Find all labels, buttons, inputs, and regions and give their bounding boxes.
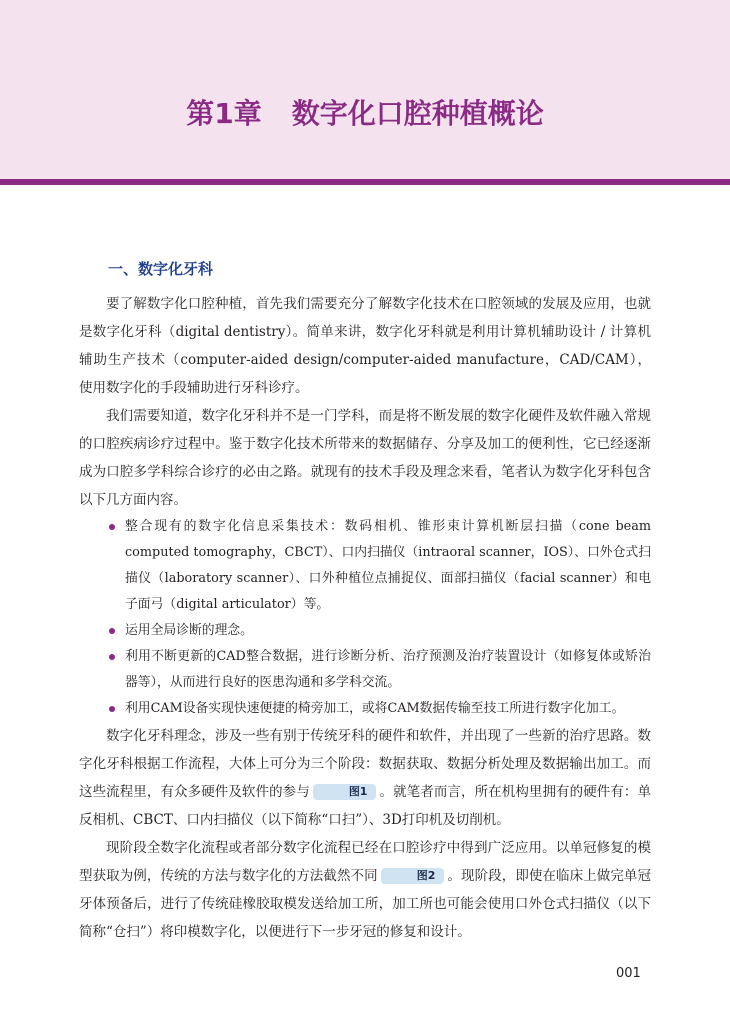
bullet-dot-icon [109,628,115,634]
bullet-dot-icon [109,706,115,712]
paragraph-4-text-after: 。现阶段，即使在临床上做完单冠牙体预备后，进行了传统硅橡胶取模发送给加工所，加工所也可能会使用口外仓式扫描仪（以下简称“仓扫”）将印模数字化，以便进行下一步牙冠的修复和设计。 [79,868,652,940]
paragraph-3-text-after: 。就笔者而言，所在机构里拥有的硬件有：单反相机、CBCT、口内扫描仪（以下简称“口扫”）、3D打印机及切削机。 [79,784,652,828]
paragraph-4 [79,834,651,946]
bullet-item [79,696,651,722]
bullet-item [79,618,651,644]
page-number: 001 [616,966,641,981]
body-text [79,290,651,946]
chapter-header-rule [0,179,730,185]
paragraph-4-text-before: 现阶段全数字化流程或者部分数字化流程已经在口腔诊疗中得到广泛应用。以单冠修复的模型获取为例，传统的方法与数字化的方法截然不同 [79,840,651,884]
paragraph-1: 要了解数字化口腔种植，首先我们需要充分了解数字化技术在口腔领域的发展及应用，也就是数字化牙科（digital dentistry）。简单来讲，数字化牙科就是利用计算机辅助设计 / 计算机辅助生产技术（computer-aided design/computer-aided manufacture，CAD/CAM），使用数字化的手段辅助进行牙科诊疗。 [79,296,651,396]
chapter-label: 第1章 [186,97,262,130]
bullet-text: 整合现有的数字化信息采集技术：数码相机、锥形束计算机断层扫描（cone beam computed tomography，CBCT）、口内扫描仪（intraoral scanner，IOS）、口外仓式扫描仪（laboratory scanner）、口外种植位点捕捉仪、面部扫描仪（facial scanner）和电子面弓（digital articulator）等。 [125,519,651,612]
chapter-title [0,92,730,132]
figure-reference-1[interactable]: 图1 [313,784,377,800]
chapter-header-band [0,0,730,179]
bullet-item [79,644,651,696]
bullet-dot-icon [109,524,115,530]
bullet-item [79,514,651,618]
figure-reference-2[interactable]: 图2 [381,868,445,884]
paragraph-3 [79,722,651,834]
bullet-list [79,514,651,722]
bullet-text: 利用不断更新的CAD整合数据，进行诊断分析、治疗预测及治疗装置设计（如修复体或矫治器等），从而进行良好的医患沟通和多学科交流。 [125,649,651,690]
chapter-title-text: 数字化口腔种植概论 [291,97,544,130]
bullet-text: 运用全局诊断的理念。 [125,623,253,638]
paragraph-3-text-before: 数字化牙科理念，涉及一些有别于传统牙科的硬件和软件，并出现了一些新的治疗思路。数字化牙科根据工作流程，大体上可分为三个阶段：数据获取、数据分析处理及数据输出加工。而这些流程里，有众多硬件及软件的参与 [79,728,651,800]
section-heading: 一、数字化牙科 [108,260,214,278]
bullet-text: 利用CAM设备实现快速便捷的椅旁加工，或将CAM数据传输至技工所进行数字化加工。 [125,701,625,716]
paragraph-2: 我们需要知道，数字化牙科并不是一门学科，而是将不断发展的数字化硬件及软件融入常规的口腔疾病诊疗过程中。鉴于数字化技术所带来的数据储存、分享及加工的便利性，它已经逐渐成为口腔多学科综合诊疗的必由之路。就现有的技术手段及理念来看，笔者认为数字化牙科包含以下几方面内容。 [79,408,651,508]
bullet-dot-icon [109,654,115,660]
